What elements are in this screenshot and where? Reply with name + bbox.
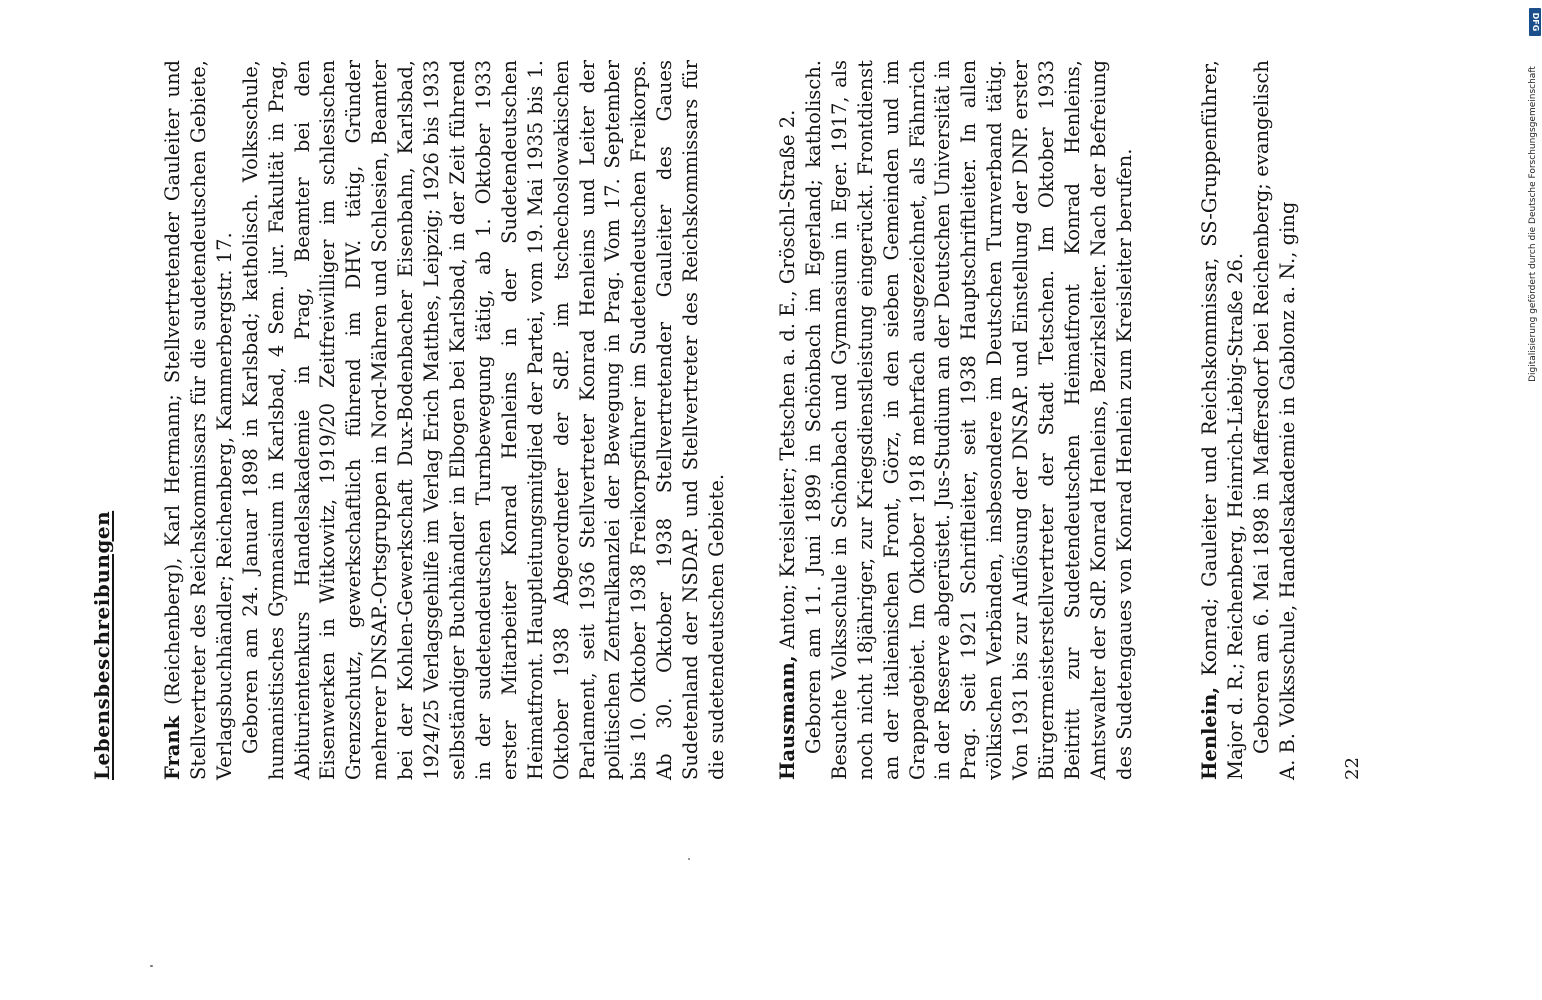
- entry-intro: (Reichenberg), Karl Hermann; Stellvertretender Gauleiter und Stellvertreter des Reichskommissars für die sudetendeutschen Gebiete, Verlagsbuchhändler; Reichenberg, Kammerbergstr. 17.: [161, 60, 236, 780]
- biography-entry-frank: [160, 60, 730, 780]
- biography-entry-henlein: [1197, 60, 1301, 780]
- entry-intro: Konrad; Gauleiter und Reichskommissar, SS-Gruppenführer, Major d. R.; Reichenberg, Heinrich-Liebig-Straße 26.: [1198, 60, 1247, 780]
- page-number: 22: [1342, 757, 1363, 780]
- entry-body: Geboren am 6. Mai 1898 in Maffersdorf bei Reichenberg; evangelisch A. B. Volksschule, Handelsakademie in Gablonz a. N., ging: [1249, 60, 1299, 780]
- scan-speck: [150, 965, 153, 967]
- dfg-logo: [1529, 8, 1541, 36]
- dfg-logo-text: DFG: [1531, 12, 1540, 32]
- entry-name: Frank: [161, 715, 184, 780]
- scan-speck: [688, 858, 690, 860]
- funding-sidebar: [1528, 8, 1542, 398]
- page-content-rotated: [80, 60, 1400, 960]
- entry-name: Henlein,: [1198, 686, 1221, 780]
- page-heading: Lebensbeschreibungen: [90, 510, 114, 780]
- entry-name: Hausmann,: [776, 655, 799, 780]
- entry-body: Geboren am 11. Juni 1899 in Schönbach im Egerland; katholisch. Besuchte Volksschule in Schönbach und Gymnasium in Eger. 1917, als noch nicht 18jähriger, zur Kriegsdienstleistung eingerückt. Frontdienst an der italienischen Front, Görz, in den sieben Gemeinden und im Grappagebiet. Im Oktober 1918 mehrfach ausgezeichnet, als Fähnrich in der Reserve abgerüstet. Jus-Studium an der Deutschen Universität in Prag. Seit 1921 Schriftleiter, seit 1938 Hauptschriftleiter. In allen völkischen Verbänden, insbesondere im Deutschen Turnverband tätig. Von 1931 bis zur Auflösung der DNSAP. und Einstellung der DNP. erster Bürgermeisterstellvertreter der Stadt Tetschen. Im Oktober 1933 Beitritt zur Sudetendeutschen Heimatfront Konrad Henleins, Amtswalter der SdP. Konrad Henleins, Bezirksleiter. Nach der Befreiung des Sudetengaues von Konrad Henlein zum Kreisleiter berufen.: [801, 60, 1136, 780]
- entry-intro: Anton; Kreisleiter; Tetschen a. d. E., Gröschl-Straße 2.: [776, 109, 799, 656]
- biography-entry-hausmann: [775, 60, 1138, 780]
- funding-credit: Digitalisierung gefördert durch die Deutsche Forschungsgemeinschaft: [1528, 66, 1538, 382]
- entry-body: Geboren am 24. Januar 1898 in Karlsbad; katholisch. Volksschule, humanistisches Gymnasium in Karlsbad, 4 Sem. jur. Fakultät in Prag, Abiturientenkurs Handelsakademie in Prag, Beamter bei den Eisenwerken in Witkowitz, 1919/20 Zeitfreiwilliger im schlesischen Grenzschutz, gewerkschaftlich führend im DHV. tätig, Gründer mehrerer DNSAP.-Ortsgruppen in Nord-Mähren und Schlesien, Beamter bei der Kohlen-Gewerkschaft Dux-Bodenbacher Eisenbahn, Karlsbad, 1924/25 Verlagsgehilfe im Verlag Erich Matthes, Leipzig; 1926 bis 1933 selbständiger Buchhändler in Elbogen bei Karlsbad, in der Zeit führend in der sudetendeutschen Turnbewegung tätig, ab 1. Oktober 1933 erster Mitarbeiter Konrad Henleins in der Sudetendeutschen Heimatfront. Hauptleitungsmitglied der Partei, vom 19. Mai 1935 bis 1. Oktober 1938 Abgeordneter der SdP. im tschechoslowakischen Parlament, seit 1936 Stellvertreter Konrad Henleins und Leiter der politischen Zentralkanzlei der Bewegung in Prag. Vom 17. September bis 10. Oktober 1938 Freikorpsführer im Sudetendeutschen Freikorps. Ab 30. Oktober 1938 Stellvertretender Gauleiter des Gaues Sudetenland der NSDAP. und Stellvertreter des Reichskommissars für die sudetendeutschen Gebiete.: [238, 60, 729, 780]
